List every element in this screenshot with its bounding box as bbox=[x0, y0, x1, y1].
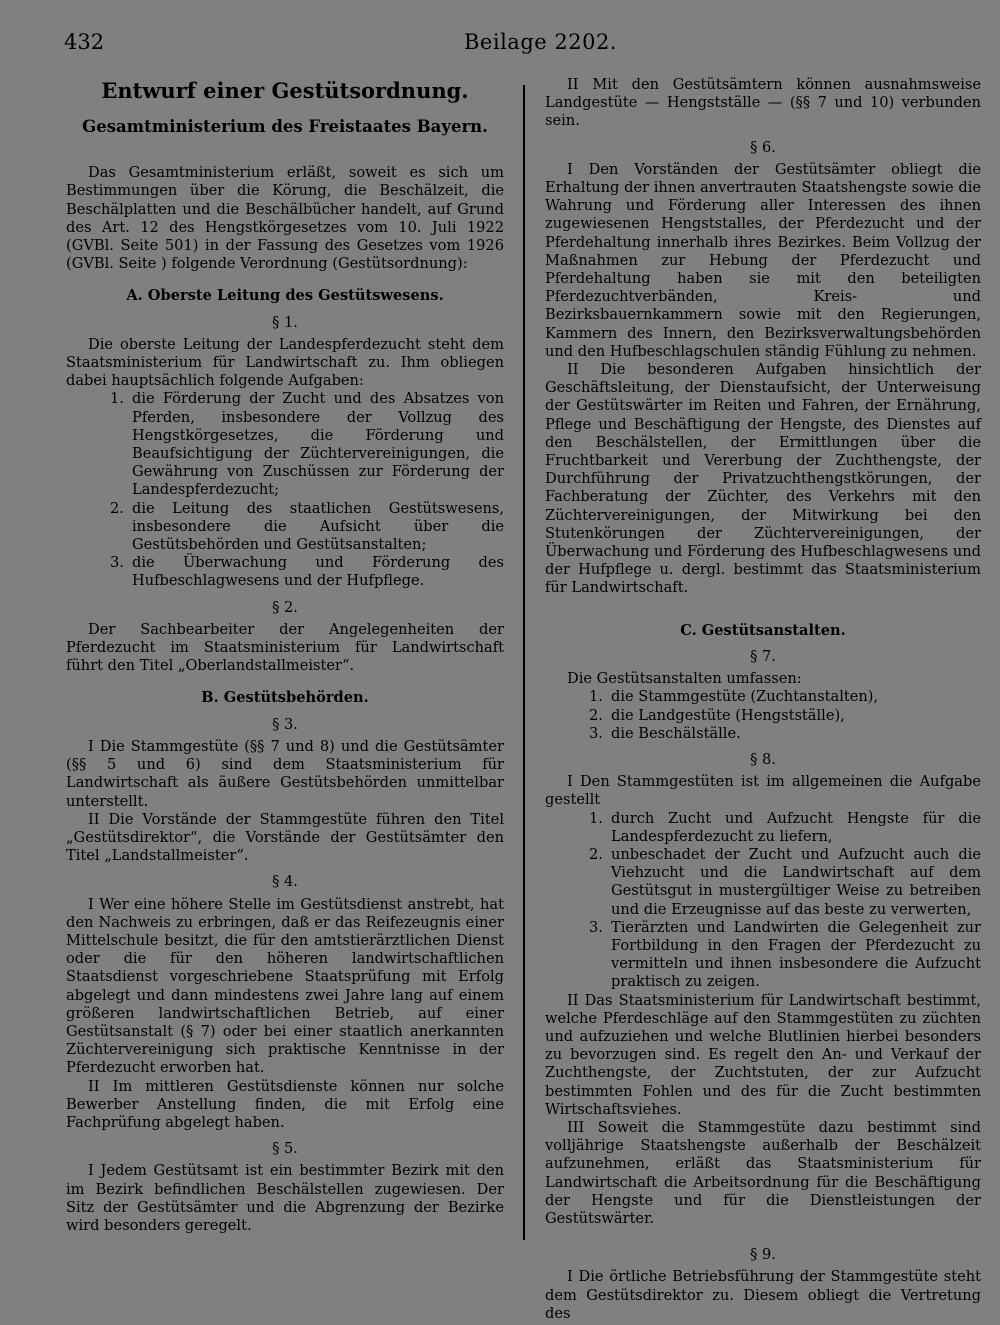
paragraph-7-sign: § 7. bbox=[750, 647, 776, 665]
paragraph-2-sign: § 2. bbox=[272, 598, 298, 616]
column-divider bbox=[523, 85, 525, 1240]
list-item: 3. die Überwachung und Förderung des Hufbeschlagwesens und der Hufpflege. bbox=[110, 554, 504, 590]
issuer-heading: Gesamtministerium des Freistaates Bayern. bbox=[82, 117, 488, 136]
paragraph-4-text-2: II Im mittleren Gestütsdienste können nur solche Bewerber Anstellung finden, die mit Erfolg eine Fachprüfung abgelegt haben. bbox=[66, 1077, 504, 1131]
list-item: 1. die Stammgestüte (Zuchtanstalten), bbox=[589, 688, 879, 706]
paragraph-3-text-1: I Die Stammgestüte (§§ 7 und 8) und die Gestütsämter (§§ 5 und 6) sind dem Staatsministerium für Landwirtschaft als äußere Gestütsbehörden unmittelbar unterstellt. bbox=[66, 737, 504, 810]
right-column bbox=[545, 76, 981, 1323]
paragraph-8-list bbox=[589, 810, 981, 992]
paragraph-3-sign: § 3. bbox=[272, 715, 298, 733]
section-c-heading: C. Gestütsanstalten. bbox=[680, 621, 846, 639]
paragraph-7-text: Die Gestütsanstalten umfassen: bbox=[567, 670, 802, 688]
list-item: 3. die Beschälställe. bbox=[589, 724, 741, 742]
paragraph-9-sign: § 9. bbox=[750, 1246, 776, 1264]
left-column bbox=[66, 78, 504, 1235]
list-item: 1. durch Zucht und Aufzucht Hengste für die Landespferdezucht zu liefern, bbox=[589, 809, 981, 845]
list-item: 2. die Landgestüte (Hengstställe), bbox=[589, 706, 845, 724]
list-item: 3. Tierärzten und Landwirten die Gelegenheit zur Fortbildung in den Fragen der Pferdezucht zu vermitteln und ihnen insbesondere die Aufzucht praktisch zu zeigen. bbox=[589, 918, 981, 991]
section-b-heading: B. Gestütsbehörden. bbox=[201, 689, 369, 707]
paragraph-1-list bbox=[110, 390, 504, 590]
paragraph-8-text-3: III Soweit die Stammgestüte dazu bestimmt sind volljährige Staatshengste außerhalb der Beschälzeit aufzunehmen, erläßt das Staatsministerium für Landwirtschaft die Arbeitsordnung für die Beschäftigung der Hengste und für die Dienstleistungen der Gestütswärter. bbox=[545, 1118, 981, 1227]
paragraph-4-sign: § 4. bbox=[272, 873, 298, 891]
paragraph-6-text-2: II Die besonderen Aufgaben hinsichtlich der Geschäftsleitung, der Dienstaufsicht, der Unterweisung der Gestütswärter im Reiten und Fahren, der Ernährung, Pflege und Beschäftigung der Hengste, des Dienstes auf den Beschälstellen, der Ermittlungen über die Fruchtbarkeit und Vererbung der Zuchthengste, der Durchführung der Privatzuchthengstkörungen, der Fachberatung der Züchter, des Verkehrs mit den Züchtervereinigungen, der Mitwirkung bei den Stutenkörungen der Züchtervereinigungen, der Überwachung und Förderung des Hufbeschlagwesens und der Hufpflege u. dergl. bestimmt das Staatsministerium für Landwirtschaft. bbox=[545, 361, 981, 597]
list-item: 2. die Leitung des staatlichen Gestütswesens, insbesondere die Aufsicht über die Gestütsbehörden und Gestütsanstalten; bbox=[110, 499, 504, 554]
running-head: Beilage 2202. bbox=[464, 30, 617, 54]
paragraph-5-text-2: II Mit den Gestütsämtern können ausnahmsweise Landgestüte — Hengstställe — (§§ 7 und 10) verbunden sein. bbox=[545, 76, 981, 130]
list-item: 1. die Förderung der Zucht und des Absatzes von Pferden, insbesondere der Vollzug des Hengstkörgesetzes, die Förderung und Beaufsichtigung der Züchtervereinigungen, die Gewährung von Zuschüssen zur Förderung der Landespferdezucht; bbox=[110, 390, 504, 499]
paragraph-8-text-2: II Das Staatsministerium für Landwirtschaft bestimmt, welche Pferdeschläge auf den Stammgestüten zu züchten und aufzuziehen und welche Blutlinien hierbei besonders zu bevorzugen sind. Es regelt den An- und Verkauf der Zuchthengste, der Zuchtstuten, der zur Aufzucht bestimmten Fohlen und des für die Zucht bestimmten Wirtschaftsviehes. bbox=[545, 991, 981, 1118]
paragraph-3-text-2: II Die Vorstände der Stammgestüte führen den Titel „Gestütsdirektor“, die Vorstände der Gestütsämter den Titel „Landstallmeister“. bbox=[66, 810, 504, 865]
paragraph-8-sign: § 8. bbox=[750, 750, 776, 768]
paragraph-2-text: Der Sachbearbeiter der Angelegenheiten der Pferdezucht im Staatsministerium für Landwirtschaft führt den Titel „Oberlandstallmeister“. bbox=[66, 620, 504, 675]
preamble: Das Gesamtministerium erläßt, soweit es sich um Bestimmungen über die Körung, die Beschälzeit, die Beschälplatten und die Beschälbücher handelt, auf Grund des Art. 12 des Hengstkörgesetzes vom 10. Juli 1922 (GVBl. Seite 501) in der Fassung des Gesetzes vom 1926 (GVBl. Seite ) folgende Verordnung (Gestütsordnung): bbox=[66, 164, 504, 273]
paragraph-5-sign: § 5. bbox=[272, 1140, 298, 1158]
paragraph-9-text-1: I Die örtliche Betriebsführung der Stammgestüte steht dem Gestütsdirektor zu. Diesem obliegt die Vertretung des bbox=[545, 1268, 981, 1322]
paragraph-8-text-1: I Den Stammgestüten ist im allgemeinen die Aufgabe gestellt bbox=[545, 773, 981, 809]
paragraph-1-sign: § 1. bbox=[272, 313, 298, 331]
list-item: 2. unbeschadet der Zucht und Aufzucht auch die Viehzucht und die Landwirtschaft auf dem Gestütsgut in mustergültiger Weise zu betreiben und die Erzeugnisse auf das beste zu verwerten, bbox=[589, 845, 981, 918]
paragraph-6-sign: § 6. bbox=[750, 138, 776, 156]
paragraph-5-text-1: I Jedem Gestütsamt ist ein bestimmter Bezirk mit den im Bezirk befindlichen Beschälstellen zugewiesen. Der Sitz der Gestütsämter und die Abgrenzung der Bezirke wird besonders geregelt. bbox=[66, 1162, 504, 1234]
paragraph-7-list bbox=[589, 688, 981, 743]
paragraph-1-text: Die oberste Leitung der Landespferdezucht steht dem Staatsministerium für Landwirtschaft zu. Ihm obliegen dabei hauptsächlich folgende Aufgaben: bbox=[66, 335, 504, 390]
paragraph-6-text-1: I Den Vorständen der Gestütsämter obliegt die Erhaltung der ihnen anvertrauten Staatshengste sowie die Wahrung und Förderung aller Interessen des ihnen zugewiesenen Hengststalles, der Pferdezucht und der Pferdehaltung innerhalb ihres Bezirkes. Beim Vollzug der Maßnahmen zur Hebung der Pferdezucht und Pferdehaltung haben sie mit den beteiligten Pferdezuchtverbänden, Kreis- und Bezirksbauernkammern sowie mit den Regierungen, Kammern des Innern, den Bezirksverwaltungsbehörden und den Hufbeschlagschulen ständig Fühlung zu nehmen. bbox=[545, 160, 981, 360]
document-title: Entwurf einer Gestütsordnung. bbox=[101, 78, 469, 103]
page-number: 432 bbox=[64, 30, 105, 54]
paragraph-4-text-1: I Wer eine höhere Stelle im Gestütsdienst anstrebt, hat den Nachweis zu erbringen, daß er das Reifezeugnis einer Mittelschule besitzt, die für den amtstierärztlichen Dienst oder die für den höheren landwirtschaftlichen Staatsdienst vorgeschriebene Staatsprüfung mit Erfolg abgelegt und dann mindestens zwei Jahre lang auf einem größeren landwirtschaftlichen Betrieb, auf einer Gestütsanstalt (§ 7) oder bei einer staatlich anerkannten Züchtervereinigung sich praktische Kenntnisse in der Pferdezucht erworben hat. bbox=[66, 895, 504, 1077]
section-a-heading: A. Oberste Leitung des Gestütswesens. bbox=[126, 287, 444, 305]
